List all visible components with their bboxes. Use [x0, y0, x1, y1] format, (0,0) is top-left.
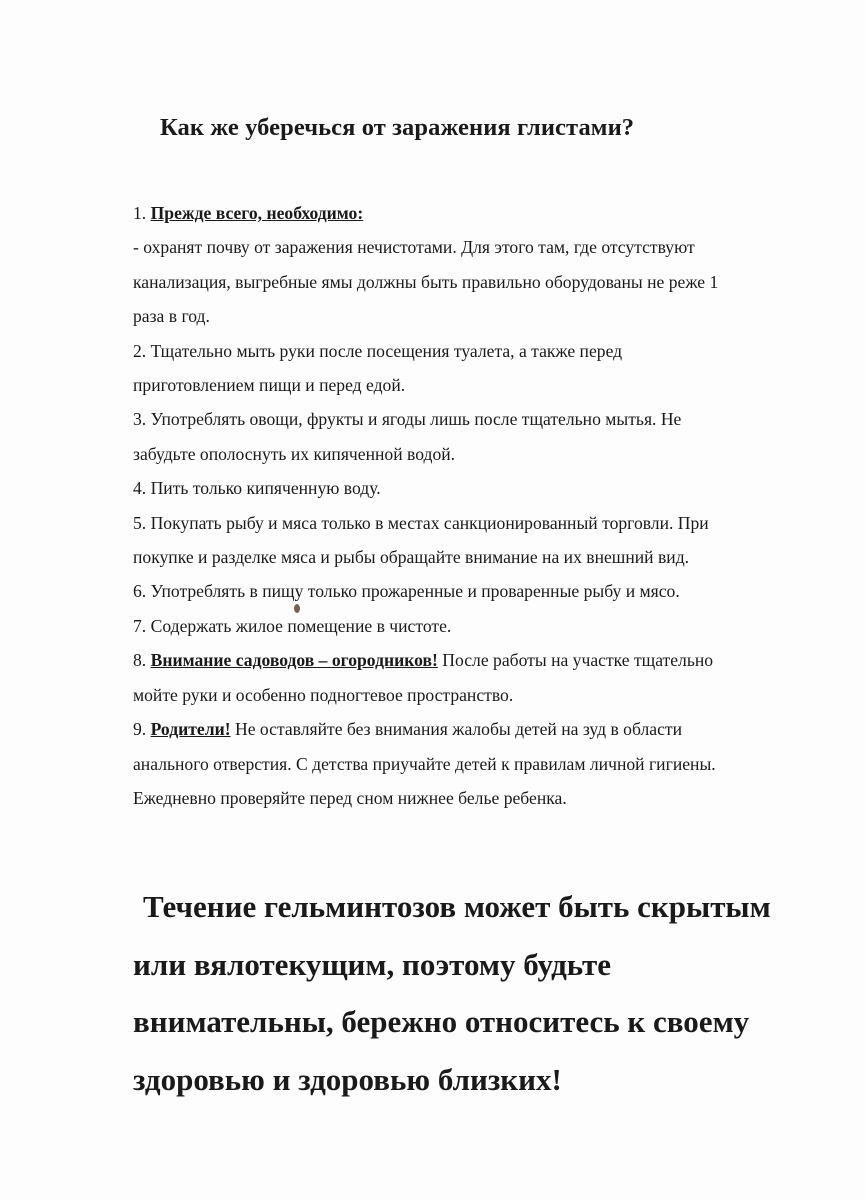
item-heading: Прежде всего, необходимо: [150, 203, 364, 223]
list-item-5-line: покупке и разделке мяса и рыбы обращайте внимание на их внешний вид. [133, 547, 690, 568]
closing-line: внимательны, бережно относитесь к своему [133, 1004, 750, 1039]
list-item-1-line: канализация, выгребные ямы должны быть правильно оборудованы не реже 1 [133, 271, 719, 292]
list-item-1-line: раза в год. [133, 306, 210, 327]
item-number: 1. [133, 203, 147, 223]
item-text: Не оставляйте без внимания жалобы детей на зуд в области [234, 719, 682, 740]
list-item-3-line: забудьте ополоснуть их кипяченной водой. [133, 443, 456, 464]
list-item-4-line: 4. Пить только кипяченную воду. [133, 478, 381, 499]
list-item-2-line: приготовлением пищи и перед едой. [133, 375, 406, 396]
item-heading: Внимание садоводов – огородников! [150, 650, 438, 671]
list-item-5-line: 5. Покупать рыбу и мяса только в местах санкционированный торговли. При [133, 512, 709, 533]
scan-speck [294, 604, 300, 613]
list-item-6-line: 6. Употреблять в пищу только прожаренные и проваренные рыбу и мясо. [133, 581, 680, 602]
list-item-8-heading [133, 643, 823, 677]
list-item-3-line: 3. Употреблять овощи, фрукты и ягоды лишь после тщательно мытья. Не [133, 409, 682, 430]
item-heading: Родители! [150, 719, 231, 740]
item-number: 9. [133, 719, 147, 740]
closing-statement [133, 878, 833, 1108]
list-item-1-line: - охранят почву от заражения нечистотами. Для этого там, где отсутствуют [133, 237, 695, 258]
list-item-9-line: Ежедневно проверяйте перед сном нижнее белье ребенка. [133, 787, 567, 808]
closing-line: или вялотекущим, поэтому будьте [133, 946, 611, 982]
item-number: 8. [133, 650, 147, 671]
list-item-9-line: анального отверстия. С детства приучайте детей к правилам личной гигиены. [133, 753, 716, 774]
list-item-1-heading [133, 196, 823, 230]
prevention-list [133, 196, 823, 815]
closing-line: здоровью и здоровью близких! [133, 1061, 562, 1097]
closing-line: Течение гельминтозов может быть скрытым [143, 889, 771, 924]
page-title: Как же уберечься от заражения глистами? [160, 114, 635, 142]
item-text: После работы на участке тщательно [442, 650, 714, 671]
list-item-7-line: 7. Содержать жилое помещение в чистоте. [133, 615, 452, 636]
list-item-8-line: мойте руки и особенно подногтевое пространство. [133, 684, 514, 705]
list-item-2-line: 2. Тщательно мыть руки после посещения туалета, а также перед [133, 340, 623, 361]
list-item-9-heading [133, 712, 823, 746]
